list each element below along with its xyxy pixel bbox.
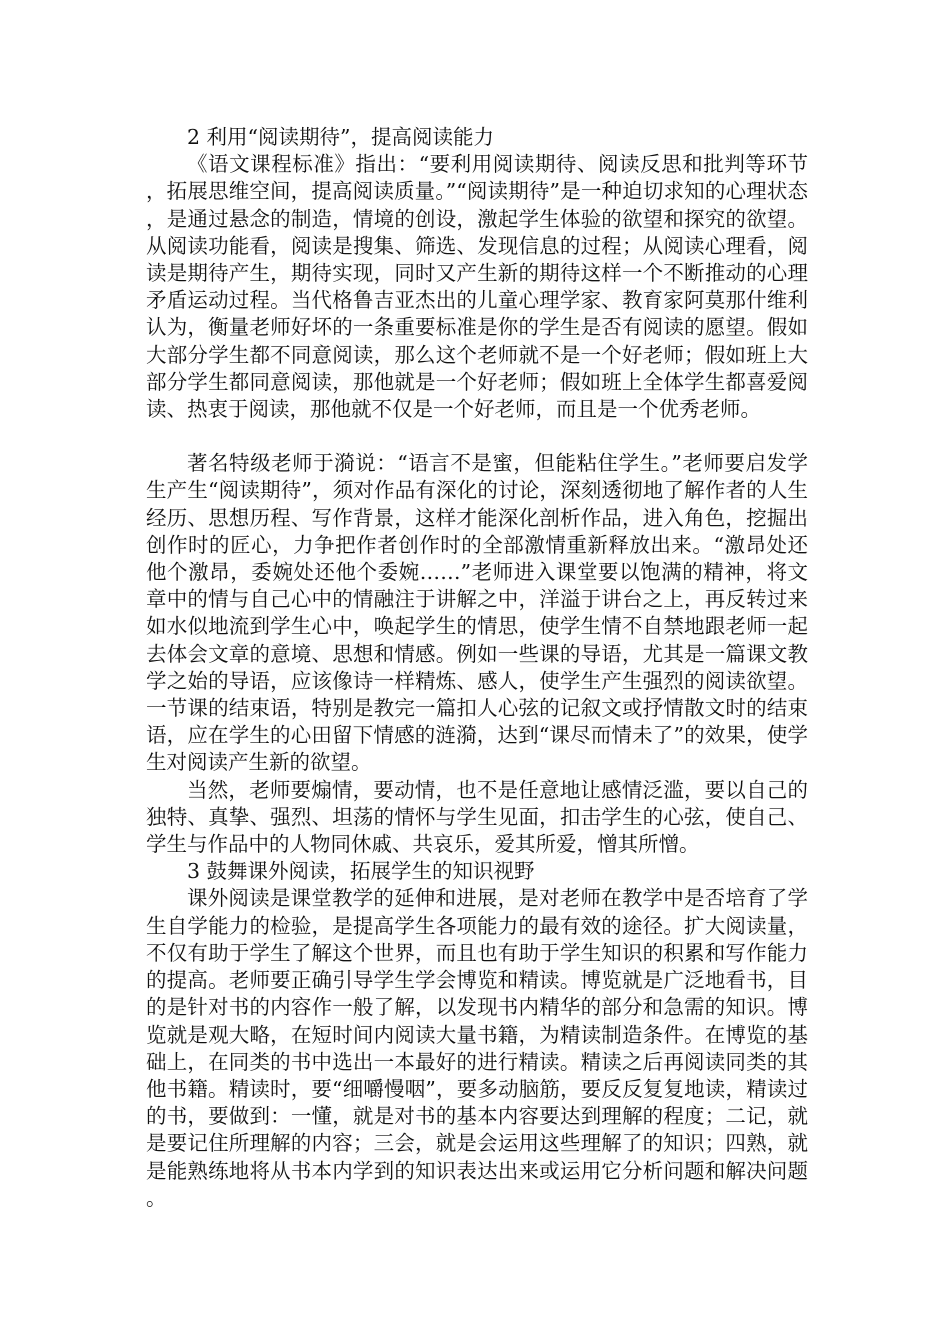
- section-heading-2: 2 利用“阅读期待”，提高阅读能力: [187, 125, 495, 149]
- document-body: [146, 124, 808, 1212]
- paragraph-teacher-inspiration: 著名特级老师于漪说：“语言不是蜜，但能粘住学生。”老师要启发学生产生“阅读期待”，须对作品有深化的讨论，深刻透彻地了解作者的人生经历、思想历程、写作背景，这样才能深化剖析作品，进入角色，挖掘出创作时的匠心，力争把作者创作时的全部激情重新释放出来。“激昂处还他个激昂，委婉处还他个委婉……”老师进入课堂要以饱满的精神，将文章中的情与自己心中的情融注于讲解之中，洋溢于讲台之上，再反转过来如水似地流到学生心中，唤起学生的情思，使学生情不自禁地跟老师一起去体会文章的意境、思想和情感。例如一些课的导语，尤其是一篇课文教学之始的导语，应该像诗一样精炼、感人，使学生产生强烈的阅读欲望。一节课的结束语，特别是教完一篇扣人心弦的记叙文或抒情散文时的结束语，应在学生的心田留下情感的涟漪，达到“课尽而情未了”的效果，使学生对阅读产生新的欲望。: [146, 451, 808, 775]
- paragraph-extracurricular-reading: 课外阅读是课堂教学的延伸和进展，是对老师在教学中是否培育了学生自学能力的检验，是提高学生各项能力的最有效的途径。扩大阅读量，不仅有助于学生了解这个世界，而且也有助于学生知识的积累和写作能力的提高。老师要正确引导学生学会博览和精读。博览就是广泛地看书，目的是针对书的内容作一般了解，以发现书内精华的部分和急需的知识。博览就是观大略，在短时间内阅读大量书籍，为精读制造条件。在博览的基础上，在同类的书中选出一本最好的进行精读。精读之后再阅读同类的其他书籍。精读时，要“细嚼慢咽”，要多动脑筋，要反反复复地读，精读过的书，要做到：一懂，就是对书的基本内容要达到理解的程度；二记，就是要记住所理解的内容；三会，就是会运用这些理解了的知识；四熟，就是能熟练地将从书本内学到的知识表达出来或运用它分析问题和解决问题。: [146, 886, 808, 1210]
- section-heading-3: 3 鼓舞课外阅读，拓展学生的知识视野: [187, 859, 535, 884]
- paragraph-reading-expectation: 《语文课程标准》指出：“要利用阅读期待、阅读反思和批判等环节，拓展思维空间，提高阅读质量。”“阅读期待”是一种迫切求知的心理状态，是通过悬念的制造，情境的创设，激起学生体验的欲望和探究的欲望。从阅读功能看，阅读是搜集、筛选、发现信息的过程；从阅读心理看，阅读是期待产生，期待实现，同时又产生新的期待这样一个不断推动的心理矛盾运动过程。当代格鲁吉亚杰出的儿童心理学家、教育家阿莫那什维利认为，衡量老师好坏的一条重要标准是你的学生是否有阅读的愿望。假如大部分学生都不同意阅读，那么这个老师就不是一个好老师；假如班上大部分学生都同意阅读，那他就是一个好老师；假如班上全体学生都喜爱阅读、热衷于阅读，那他就不仅是一个好老师，而且是一个优秀老师。: [146, 152, 808, 422]
- paragraph-teacher-emotion: 当然，老师要煽情，要动情，也不是任意地让感情泛滥，要以自己的独特、真挚、强烈、坦荡的情怀与学生见面，扣击学生的心弦，使自己、学生与作品中的人物同休戚、共哀乐，爱其所爱，憎其所憎。: [146, 777, 808, 857]
